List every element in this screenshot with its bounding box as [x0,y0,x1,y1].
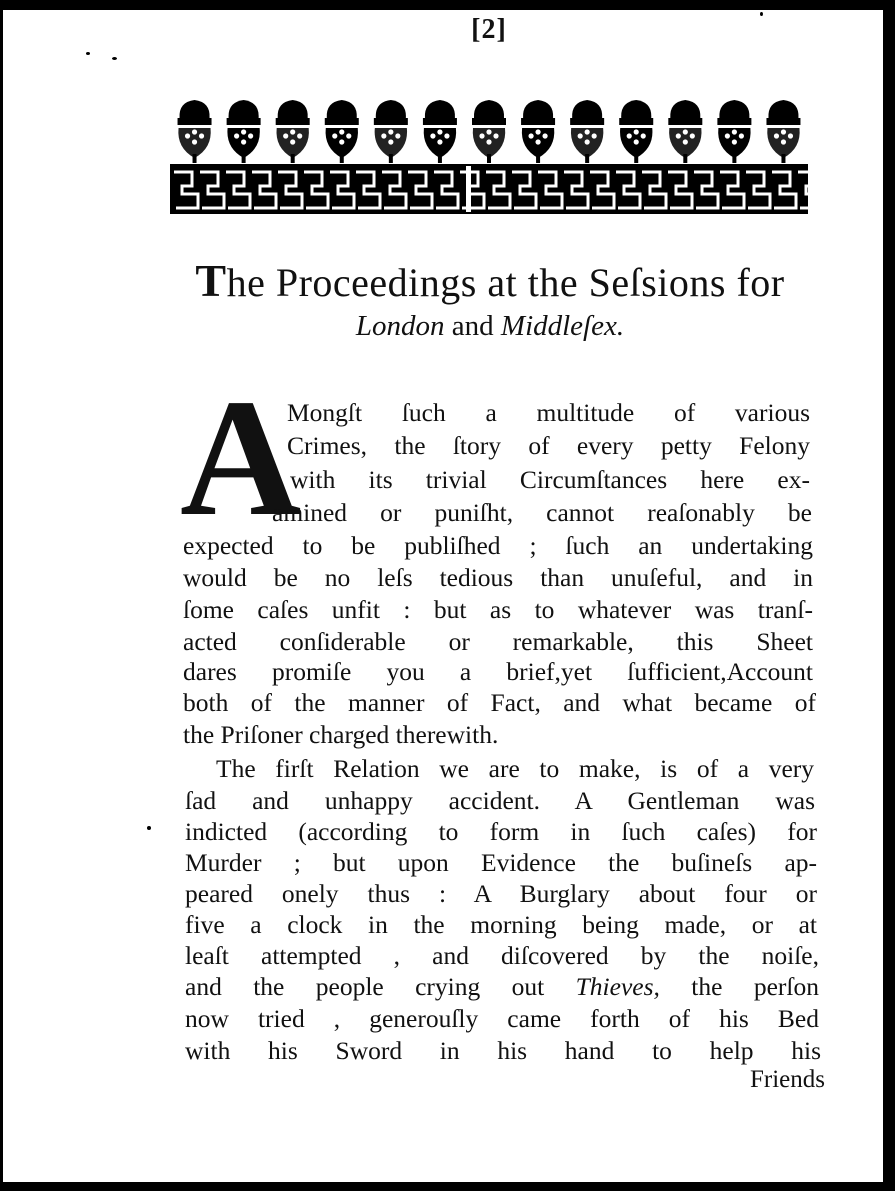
scan-border-bottom [0,1182,895,1191]
scan-border-right [883,0,895,1191]
text-line: with his Sword in his hand to help his [185,1036,821,1065]
subtitle-place-middlesex: Middleſex. [500,310,625,342]
text-line: peared onely thus : A Burglary about four or [185,879,817,908]
fleuron-ornament [227,100,261,163]
text-line: acted conſiderable or remarkable, this Sheet [183,627,813,656]
scan-border-top [0,0,895,10]
fleuron-ornament [374,100,408,163]
fleuron-ornament [668,100,702,163]
text-line: dares promiſe you a brief,yet ſufficient,Account [183,657,813,686]
text-line: ſome caſes unfit : but as to whatever was tranſ- [183,595,813,624]
subtitle-place-london: London [355,310,445,342]
headpiece-divider [466,166,471,212]
text-line: indicted (according to form in ſuch caſes) for [185,817,817,846]
page-number: [2] [471,14,507,45]
scan-border-left [0,0,3,1191]
page-subtitle [170,310,810,343]
drop-cap: A [180,365,302,551]
text-line: would be no leſs tedious than unuſeful, and in [183,563,813,592]
title-text: he Proceedings at the Seſsions for [226,260,785,305]
subtitle-and: and [444,310,501,342]
fleuron-ornament [472,100,506,163]
text-line: Murder ; but upon Evidence the buſineſs ap- [185,848,817,877]
fleuron-ornament [619,100,653,163]
text-line: five a clock in the morning being made, or at [185,910,817,939]
ink-speck [112,57,117,60]
headpiece-ornament-icon [170,96,808,216]
title-initial: T [195,255,227,306]
fleuron-ornament [423,100,457,163]
text-line-part: the perſon [659,972,819,1001]
decorative-headpiece [170,96,808,216]
italic-word-thieves: Thieves, [575,972,660,1001]
fleuron-ornament [325,100,359,163]
fleuron-ornament [276,100,310,163]
ink-speck [147,826,151,830]
fleuron-ornament [521,100,555,163]
text-line: with its trivial Circumſtances here ex- [290,465,810,494]
ink-speck [760,12,763,16]
text-line: the Priſoner charged therewith. [183,720,499,749]
text-line-with-italic [185,972,819,1002]
text-line: both of the manner of Fact, and what became of [183,688,816,717]
text-line: leaſt attempted , and diſcovered by the noiſe, [185,941,819,970]
fleuron-ornament [717,100,751,163]
fleuron-ornament [766,100,800,163]
text-line: ſad and unhappy accident. A Gentleman was [185,786,815,815]
page-title [170,254,810,307]
text-line: now tried , generouſly came forth of his Bed [185,1004,819,1033]
text-line: Mongſt ſuch a multitude of various [287,398,810,427]
text-line-part: and the people crying out [185,972,545,1001]
fleuron-ornament [178,100,212,163]
catchword: Friends [750,1066,825,1093]
text-line: Crimes, the ſtory of every petty Felony [287,431,810,460]
fleuron-ornament [570,100,604,163]
ink-speck [86,52,90,55]
text-line: expected to be publiſhed ; ſuch an undertaking [183,531,813,560]
text-line: amined or puniſht, cannot reaſonably be [272,498,812,527]
text-line: The firſt Relation we are to make, is of a very [216,754,814,783]
